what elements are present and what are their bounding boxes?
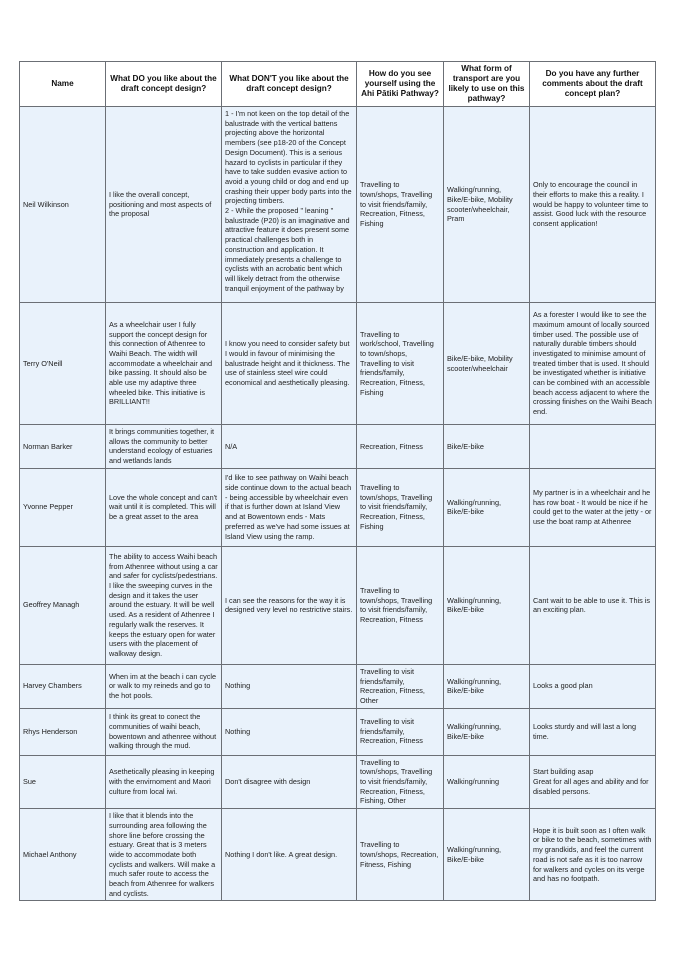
- cell-dislikes-text: I can see the reasons for the way it is designed very level no restrictive stairs.: [225, 595, 353, 615]
- cell-transport: [444, 468, 530, 546]
- cell-likes: [106, 425, 222, 469]
- cell-likes-text: The ability to access Waihi beach from Athenree without using a car and safer for cyclists/pedestrians. I like the sweeping curves in the design and it takes the user around the estuary. It will be well used. As a resident of Athenree I regularly walk the reserves. It keeps the estuary open for water users with the placement of walkway design.: [109, 551, 218, 658]
- cell-transport: [444, 809, 530, 901]
- cell-name-text: Michael Anthony: [23, 849, 77, 859]
- table-row: [20, 107, 656, 303]
- cell-comments: [530, 425, 656, 469]
- header-row: [20, 62, 656, 107]
- cell-dislikes-text: I'd like to see pathway on Waihi beach side continue down to the actual beach - being accessible by wheelchair even if that is further down at Island View and at Bowentown ends - Mats preferred as we've had some issues at Island View using the ramp.: [225, 473, 352, 541]
- cell-comments-text: Start building asap Great for all ages and ability and for disabled persons.: [533, 767, 649, 796]
- cell-name: [20, 755, 106, 809]
- cell-comments-text: My partner is in a wheelchair and he has row boat - It would be nice if he could get to the water at the jetty - or use the boat ramp at Athenree: [533, 487, 652, 527]
- cell-transport-text: Walking/running, Bike/E-bike: [447, 721, 502, 741]
- cell-usage: [357, 303, 444, 425]
- cell-transport: [444, 546, 530, 664]
- table-row: [20, 708, 656, 755]
- cell-comments: [530, 708, 656, 755]
- cell-likes-text: I like the overall concept, positioning and most aspects of the proposal: [109, 189, 212, 219]
- cell-transport: [444, 107, 530, 303]
- cell-likes-text: Love the whole concept and can't wait until it is completed. This will be a great asset to the area: [109, 492, 218, 522]
- cell-comments: [530, 809, 656, 901]
- cell-dislikes-text: Nothing: [225, 681, 251, 691]
- cell-comments-text: Looks sturdy and will last a long time.: [533, 721, 637, 741]
- cell-comments-text: Cant wait to be able to use it. This is an exciting plan.: [533, 595, 651, 615]
- cell-dislikes: [222, 708, 357, 755]
- cell-transport-text: Walking/running, Bike/E-bike, Mobility scooter/wheelchair, Pram: [447, 185, 513, 224]
- cell-name-text: Yvonne Pepper: [23, 502, 73, 512]
- cell-likes-text: When im at the beach i can cycle or walk to my reineds and go to the hot pools.: [109, 671, 217, 701]
- cell-likes: [106, 107, 222, 303]
- cell-usage: [357, 546, 444, 664]
- cell-comments-text: Only to encourage the council in their efforts to make this a reality. I would be happy to volunteer time to assist. Good luck with the resource consent application!: [533, 180, 649, 229]
- cell-usage-text: Travelling to town/shops, Travelling to visit friends/family, Recreation, Fitness: [360, 585, 433, 625]
- cell-comments: [530, 755, 656, 809]
- cell-usage-text: Travelling to town/shops, Travelling to visit friends/family, Recreation, Fitness, Fishing: [360, 180, 433, 229]
- cell-name: [20, 546, 106, 664]
- cell-dislikes: [222, 546, 357, 664]
- cell-name-text: Norman Barker: [23, 441, 73, 451]
- cell-name: [20, 468, 106, 546]
- table-row: [20, 664, 656, 708]
- table-row: [20, 468, 656, 546]
- survey-response-table: [19, 61, 656, 901]
- cell-transport-text: Walking/running, Bike/E-bike: [447, 595, 502, 615]
- cell-usage-text: Travelling to town/shops, Travelling to visit friends/family, Recreation, Fitness, Fishing, Other: [360, 757, 433, 806]
- cell-usage: [357, 664, 444, 708]
- cell-transport-text: Walking/running, Bike/E-bike: [447, 845, 502, 864]
- cell-dislikes-text: Nothing: [225, 726, 251, 736]
- cell-likes-text: It brings communities together, it allows the community to better understand ecology of estuaries and wetlands lands: [109, 427, 215, 466]
- cell-transport: [444, 708, 530, 755]
- cell-comments: [530, 664, 656, 708]
- cell-dislikes-text: I know you need to consider safety but I would in favour of minimising the balustrade height and it thickness. The use of stainless steel wire could economical and aesthetically pleasing.: [225, 339, 350, 388]
- cell-name-text: Geoffrey Managh: [23, 600, 80, 610]
- cell-name-text: Harvey Chambers: [23, 681, 82, 691]
- cell-comments: [530, 468, 656, 546]
- cell-comments-text: As a forester I would like to see the maximum amount of locally sourced timber used. The possible use of naturally durable timbers should investigated to minimise amount of treated timber that is used. It should be investigated whether is initiative can be combined with an accessible beach access adjacent to where the crossing finishes on the Waihi Beach end.: [533, 310, 652, 417]
- cell-likes: [106, 468, 222, 546]
- cell-name-text: Rhys Henderson: [23, 726, 78, 736]
- cell-comments: [530, 303, 656, 425]
- table-row: [20, 303, 656, 425]
- cell-usage: [357, 755, 444, 809]
- cell-name: [20, 425, 106, 469]
- cell-likes: [106, 664, 222, 708]
- cell-name: [20, 107, 106, 303]
- cell-likes: [106, 303, 222, 425]
- cell-usage: [357, 425, 444, 469]
- cell-dislikes: [222, 303, 357, 425]
- cell-usage: [357, 468, 444, 546]
- cell-name: [20, 708, 106, 755]
- cell-dislikes: [222, 468, 357, 546]
- table-row: [20, 755, 656, 809]
- header-comments: Do you have any further comments about the draft concept plan?: [530, 62, 656, 107]
- cell-dislikes-text: Don't disagree with design: [225, 777, 311, 787]
- cell-usage-text: Travelling to visit friends/family, Recreation, Fitness, Other: [360, 666, 425, 705]
- cell-likes-text: Asethetically pleasing in keeping with the envirnoment and Maori culture from local iwi.: [109, 767, 215, 796]
- cell-name: [20, 809, 106, 901]
- cell-transport: [444, 425, 530, 469]
- cell-usage: [357, 809, 444, 901]
- cell-dislikes: [222, 425, 357, 469]
- header-name: Name: [20, 62, 106, 107]
- cell-dislikes: [222, 809, 357, 901]
- survey-response-table-page: [19, 61, 655, 901]
- header-usage: How do you see yourself using the Ahi Pātiki Pathway?: [357, 62, 444, 107]
- table-row: [20, 546, 656, 664]
- cell-transport: [444, 664, 530, 708]
- cell-name-text: Terry O'Neill: [23, 358, 63, 368]
- cell-transport: [444, 303, 530, 425]
- cell-comments-text: Hope it is built soon as I often walk or bike to the beach, sometimes with my grandkids, and feel the current road is not safe as it is too narrow for walkers and cycles on its verge and has no footpath.: [533, 825, 652, 884]
- cell-name-text: Neil Wilkinson: [23, 199, 69, 209]
- cell-likes: [106, 546, 222, 664]
- cell-dislikes: [222, 755, 357, 809]
- cell-usage-text: Travelling to work/school, Travelling to town/shops, Travelling to visit friends/family, Recreation, Fitness, Fishing: [360, 329, 434, 397]
- table-row: [20, 425, 656, 469]
- cell-comments: [530, 546, 656, 664]
- cell-name: [20, 303, 106, 425]
- cell-likes: [106, 809, 222, 901]
- cell-transport-text: Bike/E-bike, Mobility scooter/wheelchair: [447, 353, 513, 373]
- cell-transport-text: Walking/running, Bike/E-bike: [447, 497, 502, 517]
- cell-likes: [106, 755, 222, 809]
- header-likes: What DO you like about the draft concept design?: [106, 62, 222, 107]
- cell-transport-text: Bike/E-bike: [447, 441, 484, 451]
- cell-usage: [357, 708, 444, 755]
- cell-dislikes-text: Nothing I don't like. A great design.: [225, 849, 338, 859]
- cell-dislikes: [222, 107, 357, 303]
- cell-transport-text: Walking/running: [447, 777, 500, 787]
- cell-likes-text: I think its great to conect the communities of waihi beach, bowentown and athenree without walking through the mud.: [109, 712, 217, 751]
- cell-likes: [106, 708, 222, 755]
- cell-comments-text: Looks a good plan: [533, 681, 593, 691]
- cell-usage-text: Travelling to town/shops, Recreation, Fitness, Fishing: [360, 840, 439, 869]
- cell-usage-text: Travelling to town/shops, Travelling to visit friends/family, Recreation, Fitness, Fishing: [360, 483, 433, 531]
- cell-dislikes-text: 1 - I'm not keen on the top detail of the balustrade with the vertical battens projecting above the horizontal members (see p18-20 of the Concept Design Document). This is a serious hazard to cyclists in particular if they have to take sudden evasive action to avoid a young child or dog and end up crashing their upper body parts into the projecting timbers. 2 - While the proposed " leaning " balustrade (P20) is an imaginative and attractive feature it does present some practical challenges both in construction and application. It immediately presents a challenge to cyclists with an acrobatic bent which will likely detract from the otherwise tranquil enjoyment of the pathway by: [225, 109, 352, 293]
- cell-name-text: Sue: [23, 777, 36, 787]
- cell-likes-text: As a wheelchair user I fully support the concept design for this connection of Athenree to Waihi Beach. The width will accommodate a wheelchair and bike passing. It should also be able use my adaptive three wheeled bike. This initiative is BRILLIANT!!: [109, 319, 213, 407]
- cell-usage: [357, 107, 444, 303]
- cell-dislikes-text: N/A: [225, 441, 238, 451]
- cell-dislikes: [222, 664, 357, 708]
- table-row: [20, 809, 656, 901]
- header-transport: What form of transport are you likely to use on this pathway?: [444, 62, 530, 107]
- header-dislikes: What DON'T you like about the draft concept design?: [222, 62, 357, 107]
- cell-comments: [530, 107, 656, 303]
- cell-name: [20, 664, 106, 708]
- cell-usage-text: Travelling to visit friends/family, Recreation, Fitness: [360, 717, 423, 746]
- cell-likes-text: I like that it blends into the surrounding area following the shore line before crossing the estuary. Great that is 3 meters wide to accommodate both cyclists and walkers. Will make a much safer route to access the beach from Athenree for walkers and cyclists.: [109, 811, 216, 898]
- cell-usage-text: Recreation, Fitness: [360, 441, 423, 451]
- cell-transport-text: Walking/running, Bike/E-bike: [447, 676, 502, 696]
- cell-transport: [444, 755, 530, 809]
